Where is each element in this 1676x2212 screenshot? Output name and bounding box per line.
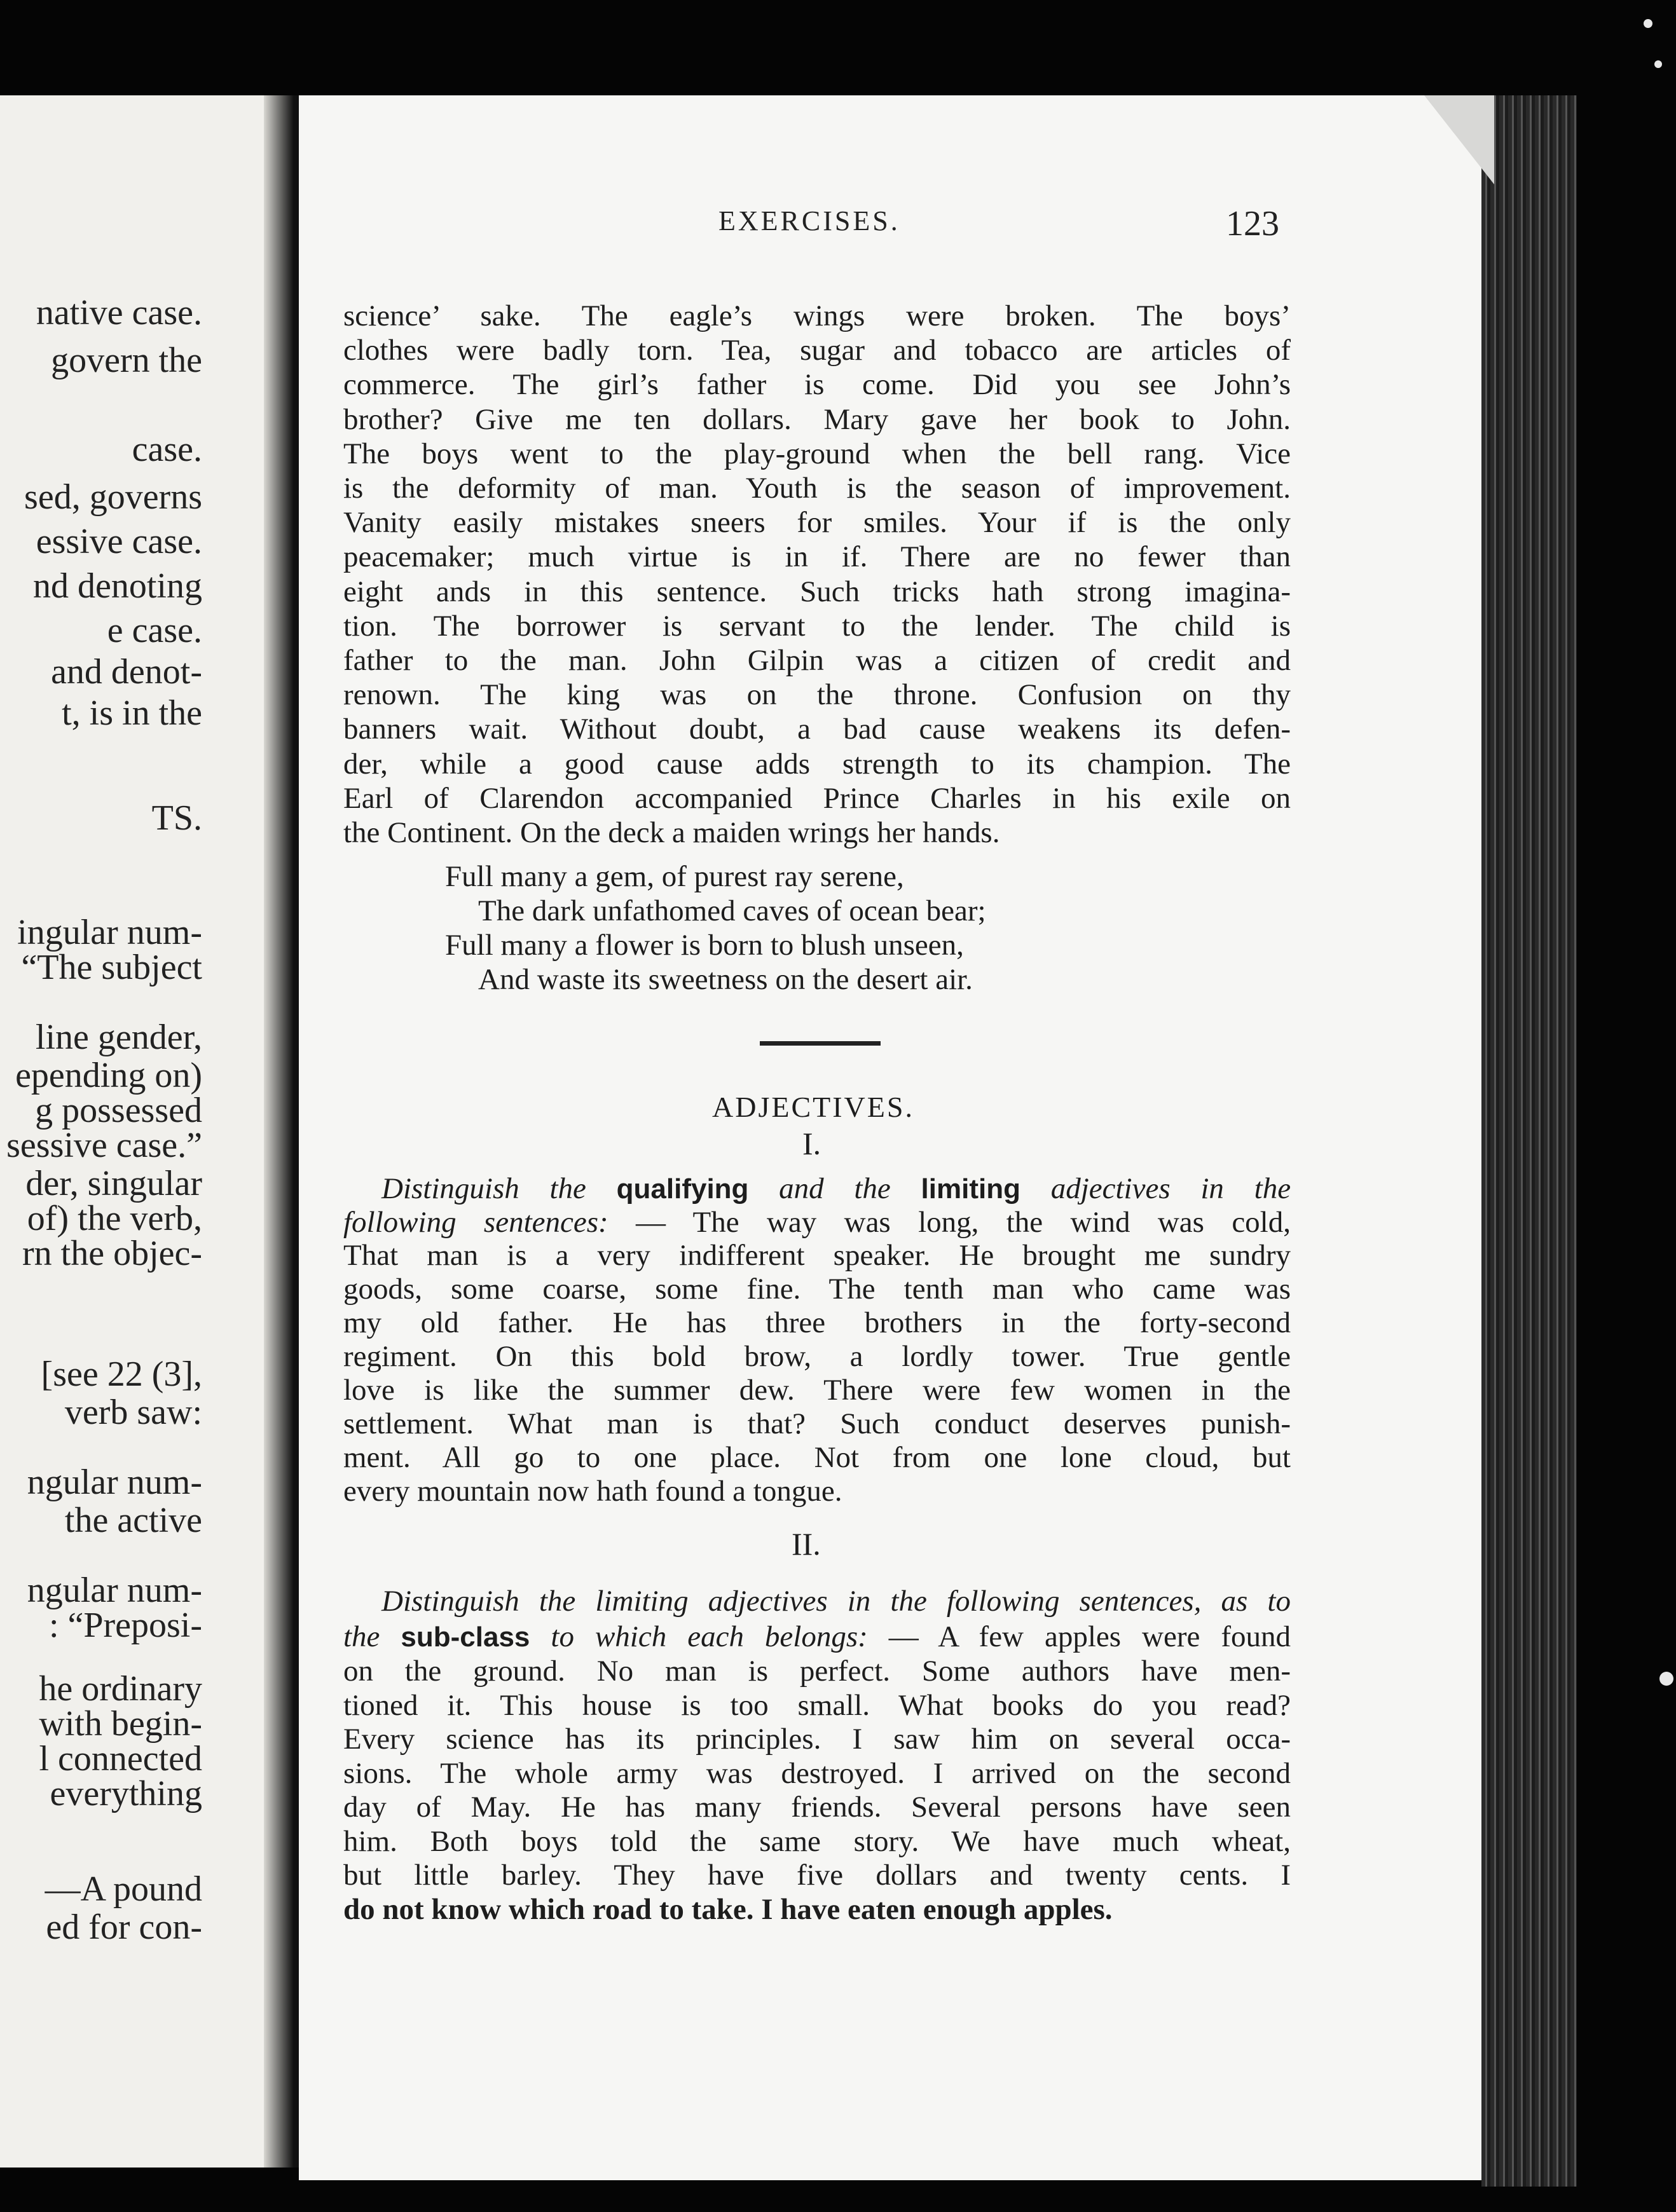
paragraph-line: him. Both boys told the same story. We have much wheat,: [343, 1824, 1291, 1858]
left-page-text-fragment: ngular num-: [27, 1463, 202, 1502]
left-page-text-fragment: line gender,: [35, 1018, 202, 1057]
paragraph-line: goods, some coarse, some fine. The tenth man who came was: [343, 1273, 1291, 1306]
left-page-text-fragment: sed, governs: [24, 477, 202, 517]
paragraph-line: my old father. He has three brothers in the forty-second: [343, 1306, 1291, 1339]
left-page-text-fragment: “The subject: [21, 948, 202, 987]
book-gutter: [264, 95, 299, 2168]
exercise-numeral-2: II.: [792, 1526, 821, 1562]
left-page-text-fragment: sessive case.”: [6, 1126, 202, 1165]
left-page-text-fragment: der, singular: [25, 1164, 202, 1203]
left-page-text-fragment: [see 22 (3],: [41, 1355, 202, 1394]
left-page-text-fragment: l connected: [39, 1739, 202, 1778]
left-page-text-fragment: nd denoting: [33, 566, 202, 606]
paragraph-line: settlement. What man is that? Such conduct deserves punish-: [343, 1407, 1291, 1440]
instruction-text: to which each belongs:: [551, 1620, 868, 1653]
left-page-text-fragment: the active: [64, 1501, 202, 1540]
poem-line: Full many a gem, of purest ray serene,: [445, 860, 904, 893]
page-number: 123: [1226, 204, 1279, 243]
poem-line: And waste its sweetness on the desert air.: [478, 963, 973, 996]
left-page-text-fragment: t, is in the: [62, 693, 202, 733]
paragraph-line: tioned it. This house is too small. What books do you read?: [343, 1688, 1291, 1722]
paragraph-line: day of May. He has many friends. Several persons have seen: [343, 1791, 1291, 1824]
paragraph-line: Earl of Clarendon accompanied Prince Charles in his exile on: [343, 781, 1291, 815]
keyword-qualifying: qualifying: [616, 1173, 749, 1205]
page-edges: [1481, 95, 1577, 2187]
background-speck: [1644, 19, 1652, 28]
paragraph-line: clothes were badly torn. Tea, sugar and tobacco are articles of: [343, 334, 1291, 367]
left-page-text-fragment: govern the: [51, 341, 202, 380]
paragraph-line: Vanity easily mistakes sneers for smiles. Your if is the only: [343, 506, 1291, 540]
exercise-1-instruction: [381, 1173, 1291, 1205]
exercise-2-instruction: Distinguish the limiting adjectives in the following sentences, as to: [381, 1585, 1291, 1618]
background-speck: [1659, 1672, 1673, 1686]
instruction-text: adjectives in the: [1050, 1172, 1291, 1205]
instruction-text: the: [343, 1620, 380, 1653]
paragraph-line: That man is a very indifferent speaker. He brought me sundry: [343, 1239, 1291, 1272]
left-facing-page: [0, 95, 273, 2168]
paragraph-line: is the deformity of man. Youth is the season of improvement.: [343, 472, 1291, 505]
paragraph-line: science’ sake. The eagle’s wings were broken. The boys’: [343, 299, 1291, 332]
section-heading-adjectives: ADJECTIVES.: [712, 1091, 914, 1123]
paragraph-line: brother? Give me ten dollars. Mary gave her book to John.: [343, 402, 1291, 436]
left-page-text-fragment: —A pound: [45, 1869, 202, 1909]
exercise-2-first-line: [343, 1621, 1291, 1653]
instruction-text: following sentences:: [343, 1206, 608, 1239]
exercise-text: — A few apples were found: [888, 1620, 1291, 1653]
left-page-text-fragment: ngular num-: [27, 1571, 202, 1610]
left-page-text-fragment: with begin-: [39, 1704, 202, 1744]
instruction-text: Distinguish the: [381, 1172, 586, 1205]
paragraph-line: ment. All go to one place. Not from one lone cloud, but: [343, 1441, 1291, 1474]
poem-line: The dark unfathomed caves of ocean bear;: [478, 894, 986, 927]
left-page-text-fragment: verb saw:: [64, 1393, 202, 1432]
left-page-text-fragment: epending on): [15, 1056, 202, 1095]
paragraph-line: sions. The whole army was destroyed. I arrived on the second: [343, 1756, 1291, 1790]
left-page-text-fragment: everything: [50, 1774, 202, 1813]
paragraph-line: every mountain now hath found a tongue.: [343, 1475, 842, 1508]
keyword-sub-class: sub-class: [401, 1621, 530, 1653]
paragraph-line: love is like the summer dew. There were few women in the: [343, 1374, 1291, 1407]
paragraph-line: do not know which road to take. I have eaten enough apples.: [343, 1892, 1113, 1926]
paragraph-line: Every science has its principles. I saw him on several occa-: [343, 1723, 1291, 1756]
left-page-text-fragment: ed for con-: [46, 1908, 202, 1947]
left-page-text-fragment: ingular num-: [17, 913, 202, 952]
left-page-text-fragment: g possessed: [35, 1091, 202, 1130]
paragraph-line: peacemaker; much virtue is in if. There are no fewer than: [343, 540, 1291, 574]
exercise-text: — The way was long, the wind was cold,: [636, 1206, 1291, 1239]
running-head: EXERCISES.: [718, 205, 900, 236]
left-page-text-fragment: native case.: [36, 293, 202, 332]
exercise-1-first-line: [343, 1206, 1291, 1238]
paragraph-line: tion. The borrower is servant to the lender. The child is: [343, 609, 1291, 643]
left-page-text-fragment: case.: [132, 430, 202, 469]
keyword-limiting: limiting: [921, 1173, 1020, 1205]
left-page-text-fragment: essive case.: [36, 522, 202, 561]
section-divider-rule: [760, 1041, 881, 1046]
left-page-text-fragment: he ordinary: [39, 1669, 202, 1709]
instruction-text: and the: [779, 1172, 891, 1205]
exercise-numeral-1: I.: [802, 1126, 821, 1161]
paragraph-line: the Continent. On the deck a maiden wrings her hands.: [343, 816, 1000, 849]
left-page-text-fragment: of) the verb,: [27, 1199, 202, 1238]
left-page-text-fragment: : “Preposi-: [48, 1606, 202, 1645]
poem-line: Full many a flower is born to blush unseen,: [445, 929, 964, 962]
page-corner-fold: [1424, 95, 1494, 184]
paragraph-line: banners wait. Without doubt, a bad cause weakens its defen-: [343, 713, 1291, 746]
left-page-text-fragment: TS.: [151, 798, 202, 838]
paragraph-line: on the ground. No man is perfect. Some authors have men-: [343, 1655, 1291, 1688]
left-page-text-fragment: rn the objec-: [22, 1234, 202, 1273]
left-page-text-fragment: and denot-: [51, 652, 202, 692]
paragraph-line: der, while a good cause adds strength to its champion. The: [343, 747, 1291, 781]
paragraph-line: The boys went to the play-ground when the bell rang. Vice: [343, 437, 1291, 470]
background-speck: [1654, 60, 1662, 68]
paragraph-line: regiment. On this bold brow, a lordly tower. True gentle: [343, 1340, 1291, 1373]
paragraph-line: renown. The king was on the throne. Confusion on thy: [343, 678, 1291, 712]
paragraph-line: eight ands in this sentence. Such tricks hath strong imagina-: [343, 575, 1291, 608]
paragraph-line: commerce. The girl’s father is come. Did you see John’s: [343, 368, 1291, 402]
left-page-text-fragment: e case.: [107, 611, 202, 650]
paragraph-line: but little barley. They have five dollars and twenty cents. I: [343, 1859, 1291, 1892]
paragraph-line: father to the man. John Gilpin was a citizen of credit and: [343, 644, 1291, 677]
